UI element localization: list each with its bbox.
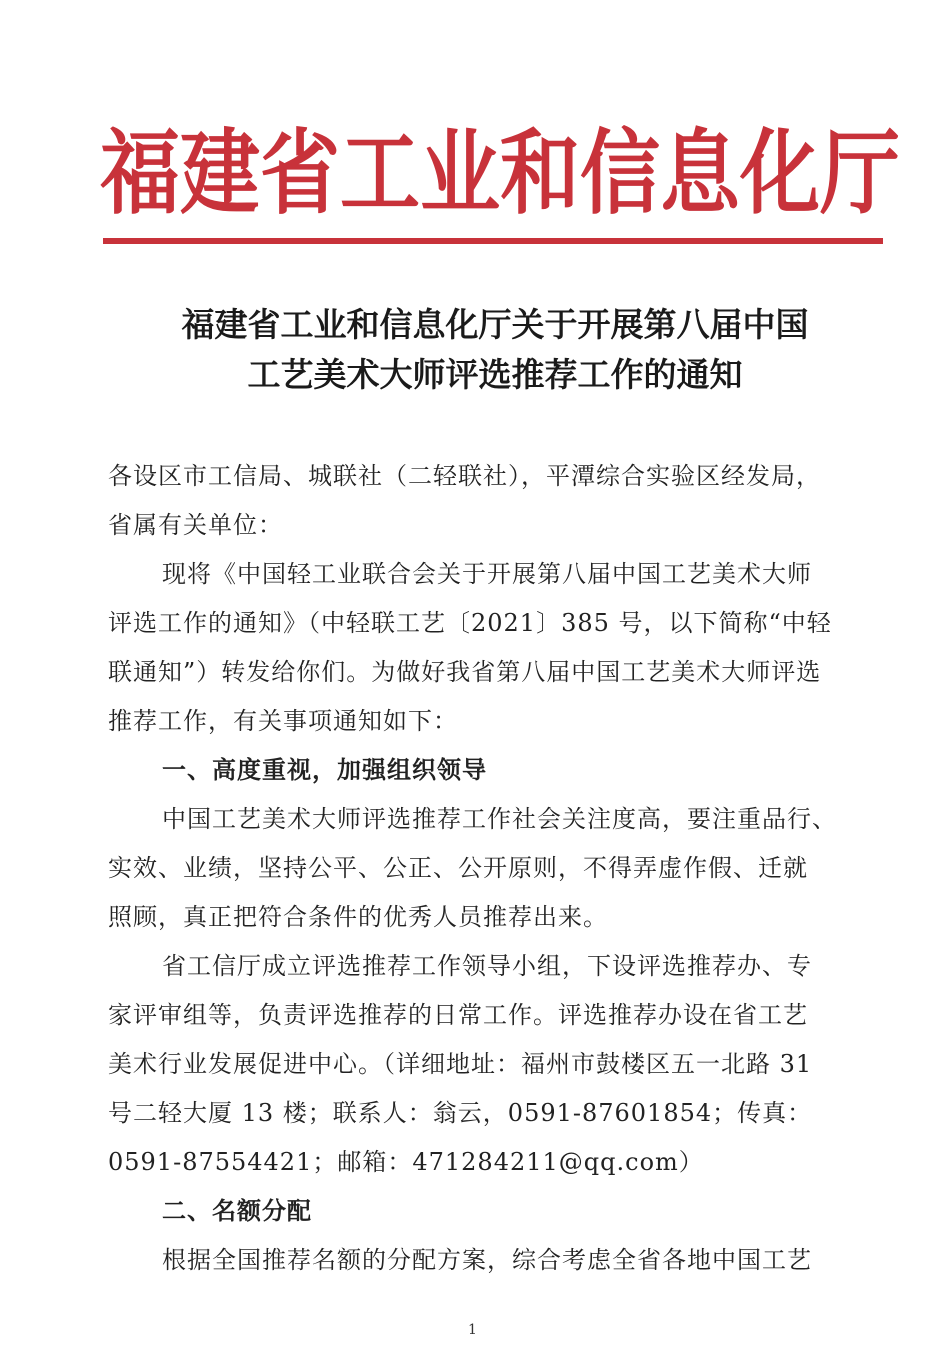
paragraph-line: 家评审组等，负责评选推荐的日常工作。评选推荐办设在省工艺: [108, 1001, 808, 1029]
letterhead-char: 息: [660, 118, 740, 228]
letterhead-char: 省: [260, 118, 340, 228]
paragraph-line: 现将《中国轻工业联合会关于开展第八届中国工艺美术大师: [162, 560, 812, 588]
letterhead-char: 工: [340, 118, 420, 228]
paragraph-line: 号二轻大厦 13 楼；联系人：翁云，0591-87601854；传真：: [108, 1099, 813, 1127]
paragraph-line: 评选工作的通知》（中轻联工艺〔2021〕385 号，以下简称“中轻: [108, 609, 832, 637]
paragraph-line: 美术行业发展促进中心。（详细地址：福州市鼓楼区五一北路 31: [108, 1050, 813, 1078]
letterhead-char: 建: [180, 118, 260, 228]
letterhead-char: 化: [740, 118, 820, 228]
letterhead-char: 业: [420, 118, 500, 228]
title-line-1: 福建省工业和信息化厅关于开展第八届中国: [181, 305, 809, 344]
paragraph-line: 根据全国推荐名额的分配方案，综合考虑全省各地中国工艺: [162, 1246, 812, 1274]
paragraph-line: 照顾，真正把符合条件的优秀人员推荐出来。: [108, 903, 608, 931]
red-divider-line: [103, 238, 883, 244]
paragraph-line: 中国工艺美术大师评选推荐工作社会关注度高，要注重品行、: [162, 805, 837, 833]
letterhead-char: 福: [100, 118, 180, 228]
salutation-line: 各设区市工信局、城联社（二轻联社），平潭综合实验区经发局，: [108, 462, 821, 490]
salutation-line: 省属有关单位：: [108, 511, 283, 539]
letterhead: [100, 118, 900, 228]
paragraph-line: 0591-87554421；邮箱：471284211@qq.com）: [108, 1148, 704, 1176]
letterhead-char: 厅: [820, 118, 900, 228]
paragraph-line: 推荐工作，有关事项通知如下：: [108, 707, 458, 735]
letterhead-char: 信: [580, 118, 660, 228]
paragraph-line: 联通知”）转发给你们。为做好我省第八届中国工艺美术大师评选: [108, 658, 822, 686]
letterhead-char: 和: [500, 118, 580, 228]
document-body: [108, 452, 883, 1285]
section-heading-2: 二、名额分配: [162, 1197, 312, 1225]
document-title: [100, 300, 890, 400]
section-heading-1: 一、高度重视，加强组织领导: [162, 756, 487, 784]
paragraph-line: 实效、业绩，坚持公平、公正、公开原则，不得弄虚作假、迁就: [108, 854, 808, 882]
title-line-2: 工艺美术大师评选推荐工作的通知: [247, 355, 743, 394]
paragraph-line: 省工信厅成立评选推荐工作领导小组，下设评选推荐办、专: [162, 952, 812, 980]
page-number: 1: [468, 1322, 477, 1338]
